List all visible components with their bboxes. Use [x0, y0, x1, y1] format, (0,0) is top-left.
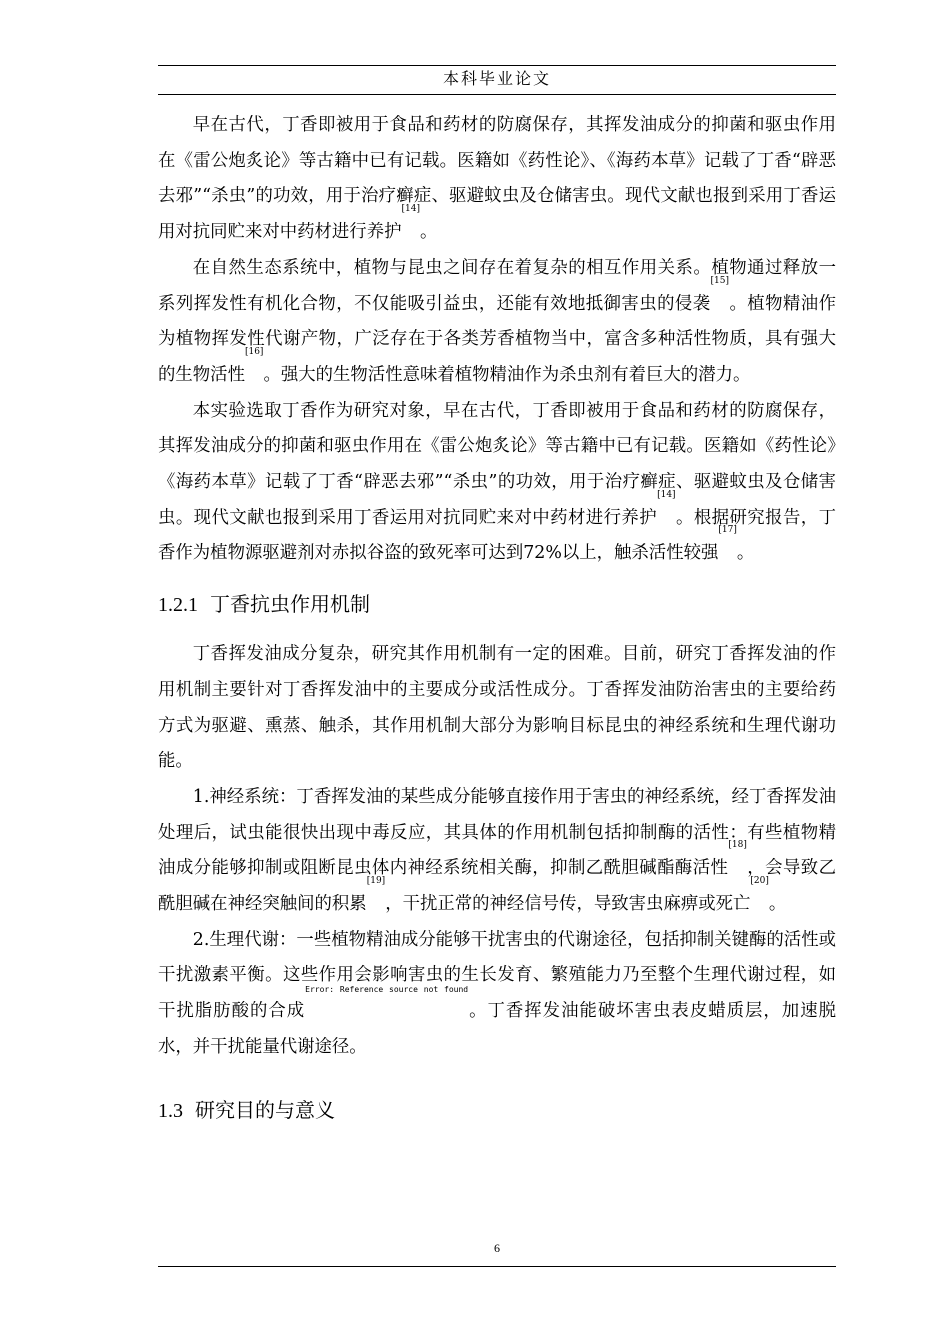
section-heading-1-3: 1.3 研究目的与意义	[158, 1097, 335, 1122]
citation: [18]	[728, 840, 747, 851]
paragraph-plant-insect-interaction: 在自然生态系统中，植物与昆虫之间存在着复杂的相互作用关系。植物通过释放一系列挥发性有机化合物，不仅能吸引益虫，还能有效地抵御害虫的侵袭[15]。植物精油作为植物挥发性代谢产物，广泛存在于各类芳香植物当中，富含多种活性物质，具有强大的生物活性[16]。强大的生物活性意味着植物精油作为杀虫剂有着巨大的潜力。	[158, 257, 836, 385]
citation: [19]	[366, 876, 386, 887]
header-rule-bottom	[158, 94, 836, 95]
running-header: 本科毕业论文	[442, 69, 551, 88]
citation: [15]	[710, 275, 730, 286]
citation: [14]	[657, 489, 676, 500]
citation: [14]	[401, 204, 420, 215]
paragraph-nervous-system: 1.神经系统：丁香挥发油的某些成分能够直接作用于害虫的神经系统，经丁香挥发油处理后，试虫能很快出现中毒反应，其具体的作用机制包括抑制酶的活性：有些植物精油成分能够抑制或阻断昆虫体内神经系统相关酶，抑制乙酰胆碱酯酶活性[18]，会导致乙酰胆碱在神经突触间的积累[19]，干扰正常的神经信号传，导致害虫麻痹或死亡[20]。	[158, 786, 836, 915]
paragraph-mechanism-intro: 丁香挥发油成分复杂，研究其作用机制有一定的困难。目前，研究丁香挥发油的作用机制主要针对丁香挥发油中的主要成分或活性成分。丁香挥发油防治害虫的主要给药方式为驱避、熏蒸、触杀，其作用机制大部分为影响目标昆虫的神经系统和生理代谢功能。	[158, 644, 836, 772]
paragraph-experiment-selection: 本实验选取丁香作为研究对象，早在古代，丁香即被用于食品和药材的防腐保存，其挥发油成分的抑菌和驱虫作用在《雷公炮炙论》等古籍中已有记载。医籍如《药性论》《海药本草》记载了丁香“辟恶去邪”“杀虫”的功效，用于治疗癣症、驱避蚊虫及仓储害虫。现代文献也报到采用丁香运用对抗同贮来对中药材进行养护[14]。根据研究报告，丁香作为植物源驱避剂对赤拟谷盗的致死率可达到72%以上，触杀活性较强[17]。	[158, 400, 836, 564]
footer-rule	[158, 1266, 836, 1267]
reference-error: Error: Reference source not found	[305, 985, 469, 995]
page-body	[158, 108, 836, 1123]
citation: [16]	[244, 346, 264, 357]
section-heading-1-2-1: 1.2.1 丁香抗虫作用机制	[158, 592, 370, 617]
paragraph-clove-history: 早在古代，丁香即被用于食品和药材的防腐保存，其挥发油成分的抑菌和驱虫作用在《雷公炮炙论》等古籍中已有记载。医籍如《药性论》、《海药本草》记载了丁香“辟恶去邪”“杀虫”的功效，用于治疗癣症、驱避蚊虫及仓储害虫。现代文献也报到采用丁香运用对抗同贮来对中药材进行养护[14]。	[158, 115, 836, 243]
citation: [17]	[718, 525, 737, 536]
citation: [20]	[750, 876, 769, 887]
page-number: 6	[494, 1241, 500, 1255]
paragraph-physiological-metabolism: 2.生理代谢：一些植物精油成分能够干扰害虫的代谢途径，包括抑制关键酶的活性或干扰激素平衡。这些作用会影响害虫的生长发育、繁殖能力乃至整个生理代谢过程，如干扰脂肪酸的合成$^{Error: Reference source not found}$。丁香挥发油能破坏害虫表皮蜡质层，加速脱水，并干扰能量代谢途径。	[158, 929, 836, 1057]
